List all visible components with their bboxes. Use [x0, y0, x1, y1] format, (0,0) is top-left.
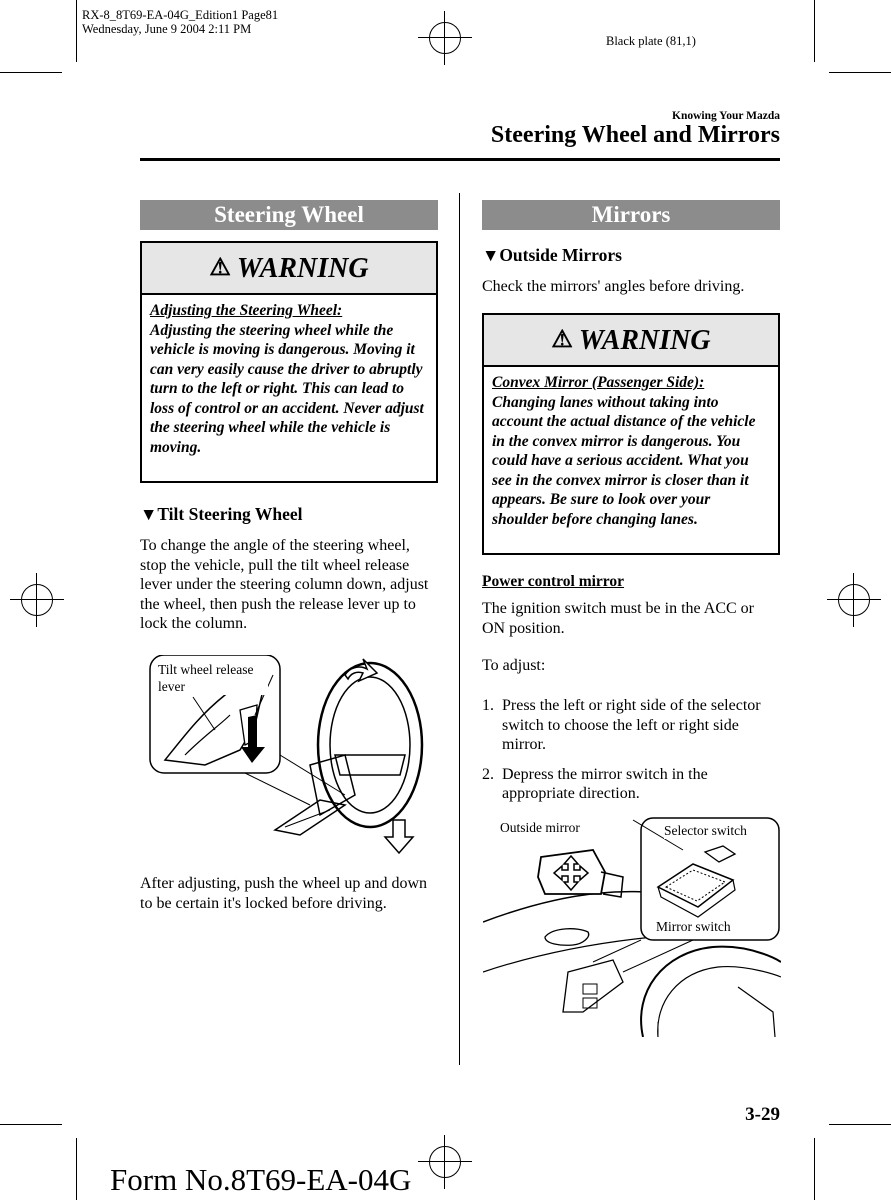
registration-mark-icon	[429, 22, 461, 54]
warning-text: Adjusting the steering wheel while the vehicle is moving is dangerous. Moving it can very easily cause the driver to abruptly turn to the left or right. This can lead to loss of control or an accident. Never adjust the steering wheel while the vehicle is moving.	[150, 321, 424, 456]
after-adjust-note: After adjusting, push the wheel up and down to be certain it's locked before driving.	[140, 875, 428, 912]
step-number: 1.	[482, 697, 494, 714]
mirror-intro: Check the mirrors' angles before driving.	[482, 278, 745, 295]
figure-label-selector-switch: Selector switch	[664, 823, 747, 838]
warning-label: WARNING	[236, 253, 369, 284]
warning-body	[142, 295, 436, 463]
figure-label-tilt-lever: Tilt wheel release lever	[158, 661, 268, 695]
steps-list	[482, 696, 780, 804]
power-mirror-text: The ignition switch must be in the ACC or ON position.	[482, 600, 754, 637]
warning-header	[484, 315, 778, 367]
mirror-switch-illustration	[483, 812, 781, 1037]
list-item	[482, 765, 780, 804]
print-job-line: Wednesday, June 9 2004 2:11 PM	[82, 22, 252, 36]
to-adjust-label: To adjust:	[482, 657, 546, 674]
print-job-line: RX-8_8T69-EA-04G_Edition1 Page81	[82, 8, 279, 22]
subheading-tilt-steering: ▼Tilt Steering Wheel	[140, 504, 303, 524]
power-mirror-heading: Power control mirror	[482, 573, 625, 590]
page-title: Steering Wheel and Mirrors	[490, 122, 780, 148]
crop-mark	[829, 72, 891, 73]
step-text: Depress the mirror switch in the appropriate direction.	[502, 765, 708, 802]
print-job-info	[82, 8, 278, 36]
figure-label-outside-mirror: Outside mirror	[500, 820, 580, 835]
warning-label: WARNING	[578, 325, 711, 356]
tilt-instructions: To change the angle of the steering wheel, stop the vehicle, pull the tilt wheel release lever under the steering column down, adjust the wheel, then push the release lever up to lock the column.	[140, 537, 429, 632]
section-title-steering-wheel: Steering Wheel	[140, 200, 438, 230]
column-divider	[459, 193, 460, 1065]
step-number: 2.	[482, 765, 494, 783]
registration-mark-icon	[838, 584, 870, 616]
crop-mark	[0, 1124, 62, 1125]
section-title-mirrors: Mirrors	[482, 200, 780, 230]
crop-mark	[0, 72, 62, 73]
warning-body	[484, 367, 778, 535]
step-text: Press the left or right side of the selector switch to choose the left or right side mirror.	[502, 697, 761, 753]
crop-mark	[76, 1138, 77, 1200]
crop-mark	[814, 1138, 815, 1200]
form-number: Form No.8T69-EA-04G	[110, 1162, 412, 1197]
warning-header	[142, 243, 436, 295]
header-rule	[140, 158, 780, 161]
warning-box-steering	[140, 241, 438, 483]
list-item	[482, 696, 780, 755]
plate-label: Black plate (81,1)	[606, 34, 696, 48]
registration-mark-icon	[429, 1146, 461, 1178]
warning-box-mirror	[482, 313, 780, 555]
warning-text: Changing lanes without taking into account the actual distance of the vehicle in the convex mirror is dangerous. You could have a serious accident. What you see in the convex mirror is closer than it appears. Be sure to look over your shoulder before changing lanes.	[492, 393, 756, 528]
crop-mark	[814, 0, 815, 62]
figure-label-mirror-switch: Mirror switch	[656, 919, 731, 934]
crop-mark	[829, 1124, 891, 1125]
warning-triangle-icon: ⚠	[209, 255, 231, 281]
crop-mark	[76, 0, 77, 62]
subheading-outside-mirrors: ▼Outside Mirrors	[482, 245, 622, 265]
warning-title: Convex Mirror (Passenger Side):	[492, 374, 705, 391]
warning-triangle-icon: ⚠	[551, 327, 573, 353]
page-number: 3-29	[745, 1104, 780, 1125]
warning-title: Adjusting the Steering Wheel:	[150, 302, 343, 319]
chapter-title: Knowing Your Mazda	[672, 110, 780, 122]
registration-mark-icon	[21, 584, 53, 616]
